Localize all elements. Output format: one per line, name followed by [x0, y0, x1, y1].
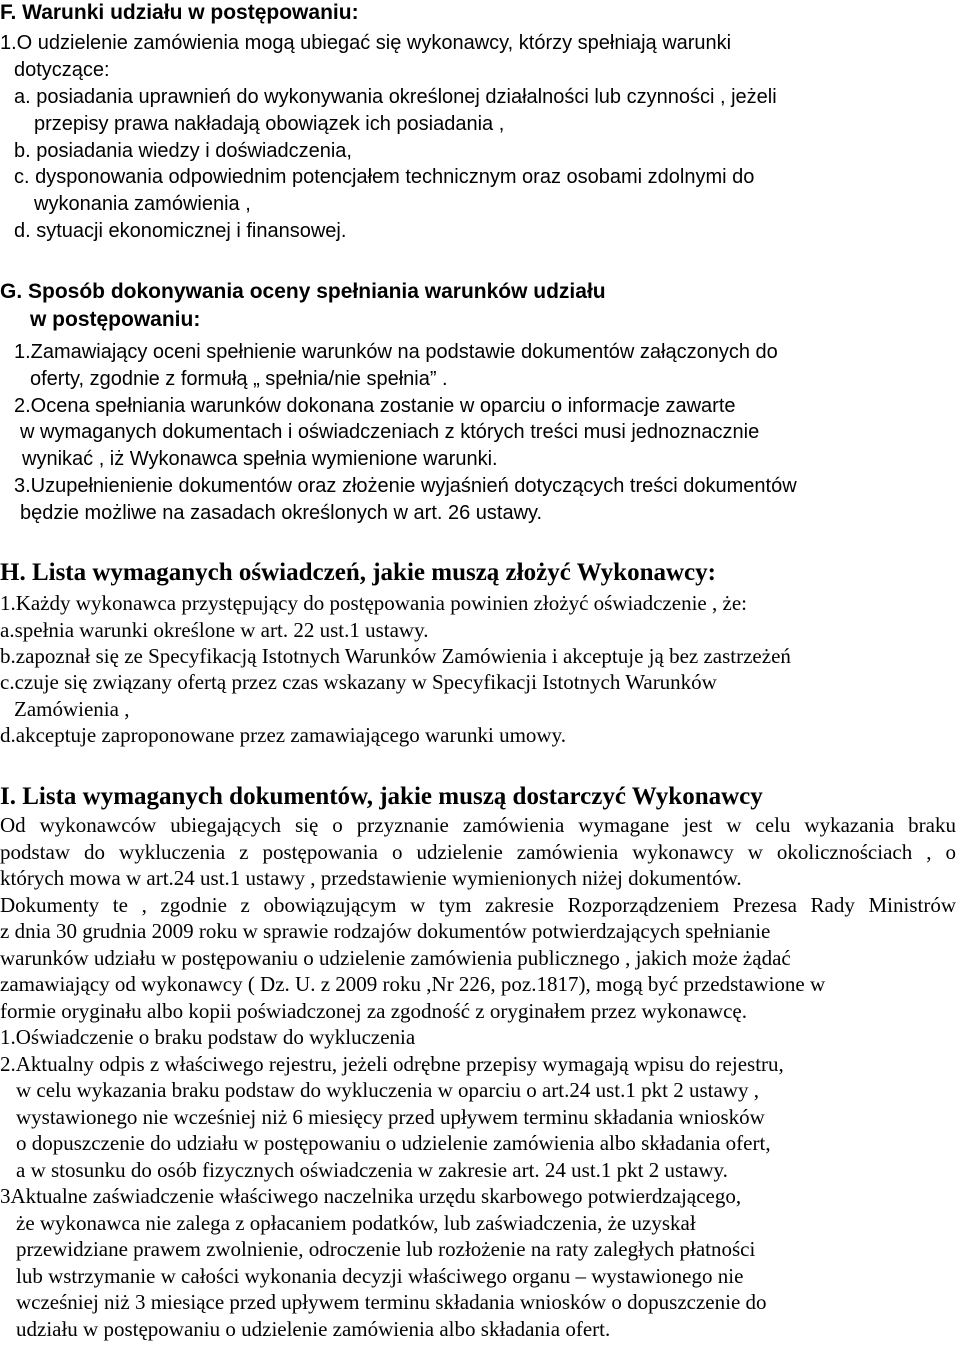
section-i-line: podstaw do wykluczenia z postępowania o udzielenie zamówienia wykonawcy w okolicznościach , o	[0, 840, 956, 864]
section-g-line: 2.Ocena spełniania warunków dokonana zostanie w oparciu o informacje zawarte	[14, 395, 736, 417]
section-f-heading: F. Warunki udziału w postępowaniu:	[0, 1, 359, 24]
section-f-line: b. posiadania wiedzy i doświadczenia,	[14, 140, 352, 162]
section-i-line: przewidziane prawem zwolnienie, odroczenie lub rozłożenie na raty zaległych płatności	[16, 1237, 756, 1261]
section-f-line: a. posiadania uprawnień do wykonywania określonej działalności lub czynności , jeżeli	[14, 86, 777, 108]
section-i-line: wystawionego nie wcześniej niż 6 miesięcy przed upływem terminu składania wniosków	[16, 1105, 765, 1129]
section-i-heading: I. Lista wymaganych dokumentów, jakie muszą dostarczyć Wykonawcy	[0, 783, 763, 810]
section-h-line: c.czuje się związany ofertą przez czas wskazany w Specyfikacji Istotnych Warunków	[0, 670, 717, 694]
section-g-line: będzie możliwe na zasadach określonych w art. 26 ustawy.	[20, 502, 543, 524]
section-i-line: Dokumenty te , zgodnie z obowiązującym w tym zakresie Rozporządzeniem Prezesa Rady Ministrów	[0, 893, 956, 917]
section-i-line: udziału w postępowaniu o udzielenie zamówienia albo składania ofert.	[16, 1317, 611, 1341]
section-h-line: b.zapoznał się ze Specyfikacją Istotnych Warunków Zamówienia i akceptuje ją bez zastrzeżeń	[0, 644, 791, 668]
section-i-line: Od wykonawców ubiegających się o przyznanie zamówienia wymagane jest w celu wykazania braku	[0, 813, 956, 837]
section-f-line: d. sytuacji ekonomicznej i finansowej.	[14, 220, 347, 242]
section-h-heading: H. Lista wymaganych oświadczeń, jakie muszą złożyć Wykonawcy:	[0, 559, 716, 586]
section-h-line: Zamówienia ,	[14, 697, 130, 721]
section-i-line: 1.Oświadczenie o braku podstaw do wykluczenia	[0, 1025, 416, 1049]
section-f-line: 1.O udzielenie zamówienia mogą ubiegać się wykonawcy, którzy spełniają warunki	[0, 32, 732, 54]
section-f-line: przepisy prawa nakładają obowiązek ich posiadania ,	[34, 113, 505, 135]
section-i-line: z dnia 30 grudnia 2009 roku w sprawie rodzajów dokumentów potwierdzających spełnianie	[0, 919, 771, 943]
section-g-line: w wymaganych dokumentach i oświadczeniach z których treści musi jednoznacznie	[20, 421, 760, 443]
section-i-line: że wykonawca nie zalega z opłacaniem podatków, lub zaświadczenia, że uzyskał	[16, 1211, 696, 1235]
section-g-heading: G. Sposób dokonywania oceny spełniania warunków udziału	[0, 280, 606, 303]
section-i-line: 3Aktualne zaświadczenie właściwego naczelnika urzędu skarbowego potwierdzającego,	[0, 1184, 742, 1208]
section-h-line: a.spełnia warunki określone w art. 22 ust.1 ustawy.	[0, 618, 429, 642]
section-i-line: formie oryginału albo kopii poświadczonej za zgodność z oryginałem przez wykonawcę.	[0, 999, 747, 1023]
section-f-line: c. dysponowania odpowiednim potencjałem technicznym oraz osobami zdolnymi do	[14, 166, 755, 188]
section-i-line: których mowa w art.24 ust.1 ustawy , przedstawienie wymienionych niżej dokumentów.	[0, 866, 742, 890]
section-g-line: 1.Zamawiający oceni spełnienie warunków na podstawie dokumentów załączonych do	[14, 341, 778, 363]
section-i-line: zamawiający od wykonawcy ( Dz. U. z 2009 roku ,Nr 226, poz.1817), mogą być przedstawione w	[0, 972, 826, 996]
section-i-line: warunków udziału w postępowaniu o udzielenie zamówienia publicznego , jakich może żądać	[0, 946, 791, 970]
section-h-line: 1.Każdy wykonawca przystępujący do postępowania powinien złożyć oświadczenie , że:	[0, 591, 747, 615]
section-i-line: 2.Aktualny odpis z właściwego rejestru, jeżeli odrębne przepisy wymagają wpisu do rejestru,	[0, 1052, 784, 1076]
section-g-line: 3.Uzupełnienienie dokumentów oraz złożenie wyjaśnień dotyczących treści dokumentów	[14, 475, 797, 497]
section-i-line: w celu wykazania braku podstaw do wykluczenia w oparciu o art.24 ust.1 pkt 2 ustawy ,	[16, 1078, 759, 1102]
section-i-line: lub wstrzymanie w całości wykonania decyzji właściwego organu – wystawionego nie	[16, 1264, 744, 1288]
section-f-line: wykonania zamówienia ,	[34, 193, 251, 215]
section-g-line: oferty, zgodnie z formułą „ spełnia/nie spełnia” .	[30, 368, 448, 390]
section-h-line: d.akceptuje zaproponowane przez zamawiającego warunki umowy.	[0, 723, 566, 747]
section-g-line: wynikać , iż Wykonawca spełnia wymienione warunki.	[22, 448, 498, 470]
section-g-heading-cont: w postępowaniu:	[30, 308, 201, 331]
section-i-line: wcześniej niż 3 miesiące przed upływem terminu składania wniosków o dopuszczenie do	[16, 1290, 767, 1314]
section-i-line: a w stosunku do osób fizycznych oświadczenia w zakresie art. 24 ust.1 pkt 2 ustawy.	[16, 1158, 728, 1182]
section-i-line: o dopuszczenie do udziału w postępowaniu o udzielenie zamówienia albo składania ofert,	[16, 1131, 771, 1155]
section-f-line: dotyczące:	[14, 59, 110, 81]
